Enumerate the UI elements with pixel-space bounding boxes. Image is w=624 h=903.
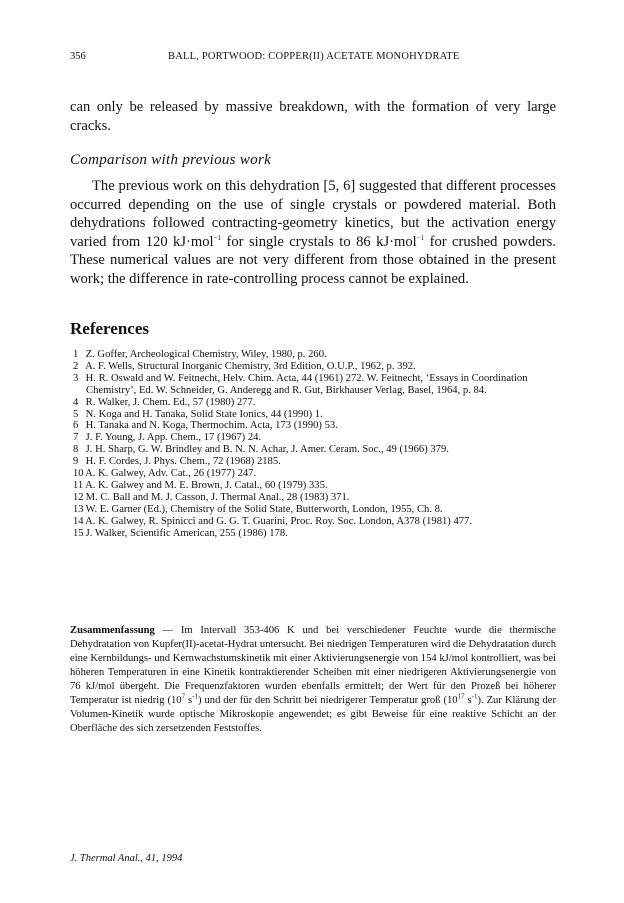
paragraph-text: The previous work on this dehydration [5, 6] suggested that different processes occurred depending on the use of single crystals or powdered material. Both dehydrations followed contracting-geometry kinetics, but the activation energy varied from 120 kJ·mol [70, 178, 556, 250]
reference-item: 12 M. C. Ball and M. J. Casson, J. Thermal Anal., 28 (1983) 371. [73, 491, 350, 503]
abstract-text: — Im Intervall 353-406 K und bei verschiedener Feuchte wurde die thermische Dehydratation von Kupfer(II)-acetat-Hydrat untersucht. Bei niedrigen Temperaturen wird die Dehydratation durch eine Kernbildungs- und Kernwachstumskinetik mit einer Aktivierungsenergie von 154 kJ/mol kontrolliert, was bei höheren Temperaturen in eine Kinetik kontraktierender Scheiben mit einer niedrigeren Aktivierungsenergie von 76 kJ/mol übergeht. Die Frequenzfaktoren wurden ebenfalls ermittelt; der Wert für den Prozeß bei höherer Temperatur ist niedrig (10 [70, 625, 556, 706]
superscript: 7 [181, 692, 186, 701]
reference-item: 14 A. K. Galwey, R. Spinicci and G. G. T. Guarini, Proc. Roy. Soc. London, A378 (1981) 477. [73, 515, 473, 527]
reference-item: 7 J. F. Young, J. App. Chem., 17 (1967) 24. [73, 432, 262, 444]
reference-item: 5 N. Koga and H. Tanaka, Solid State Ionics, 44 (1990) 1. [73, 408, 323, 420]
reference-item: 6 H. Tanaka and N. Koga, Thermochim. Acta, 173 (1990) 53. [73, 420, 338, 432]
references-list [73, 349, 557, 540]
paragraph-text: for crushed powders. These numerical values are not very different from those obtained in the present work; the difference in rate-controlling process cannot be explained. [70, 233, 556, 287]
journal-footer: J. Thermal Anal., 41, 1994 [70, 853, 183, 864]
reference-item: 2 A. F. Wells, Structural Inorganic Chemistry, 3rd Edition, O.U.P., 1962, p. 392. [73, 360, 416, 372]
running-title: BALL, PORTWOOD: COPPER(II) ACETATE MONOHYDRATE [168, 51, 460, 62]
abstract-text: ). Zur Klärung der Volumen-Kinetik wurde optische Mikroskopie angewendet; es gibt Beweise für eine reaktive Schicht an der Oberfläche des sich zersetzenden Feststoffes. [70, 695, 556, 734]
abstract-german [70, 624, 556, 736]
abstract-text: s [464, 695, 472, 706]
reference-item: 13 W. E. Garner (Ed.), Chemistry of the Solid State, Butterworth, London, 1955, Ch. 8. [73, 503, 443, 515]
reference-item: 8 J. H. Sharp, G. W. Brindley and B. N. N. Achar, J. Amer. Ceram. Soc., 49 (1966) 379. [73, 444, 449, 456]
body-paragraph-continued: can only be released by massive breakdown, with the formation of very large cracks. [70, 99, 556, 134]
reference-item: 4 R. Walker, J. Chem. Ed., 57 (1980) 277. [73, 396, 256, 408]
body-paragraph [70, 177, 556, 289]
superscript: -1 [192, 692, 199, 701]
reference-item: 1 Z. Goffer, Archeological Chemistry, Wiley, 1980, p. 260. [73, 349, 327, 360]
superscript: −1 [416, 233, 425, 242]
reference-item: 9 H. F. Cordes, J. Phys. Chem., 72 (1968) 2185. [73, 456, 281, 468]
reference-item: 11 A. K. Galwey and M. E. Brown, J. Catal., 60 (1979) 335. [73, 479, 328, 491]
reference-item: 15 J. Walker, Scientific American, 255 (1986) 178. [73, 527, 288, 539]
superscript: 17 [457, 692, 465, 701]
reference-item: 3 H. R. Oswald and W. Feitnecht, Helv. Chim. Acta, 44 (1961) 272. W. Feitnecht, ‘Essays in Coordination Chemistry’, Ed. W. Schneider, G. Anderegg and R. Gut, Birkhauser Verlag, Basel, 1964, p. 84. [73, 372, 528, 396]
reference-item: 10 A. K. Galwey, Adv. Cat., 26 (1977) 247. [73, 468, 257, 480]
superscript: −1 [213, 233, 222, 242]
page-number: 356 [70, 51, 86, 62]
superscript: -1 [471, 692, 478, 701]
abstract-keyword: Zusammenfassung [70, 625, 155, 636]
references-heading: References [70, 319, 149, 338]
paragraph-text: for single crystals to 86 kJ·mol [221, 233, 417, 250]
section-heading: Comparison with previous work [70, 152, 272, 168]
abstract-text: ) und der für den Schritt bei niedrigerer Temperatur groß (10 [198, 695, 458, 706]
abstract-text: s [185, 695, 193, 706]
